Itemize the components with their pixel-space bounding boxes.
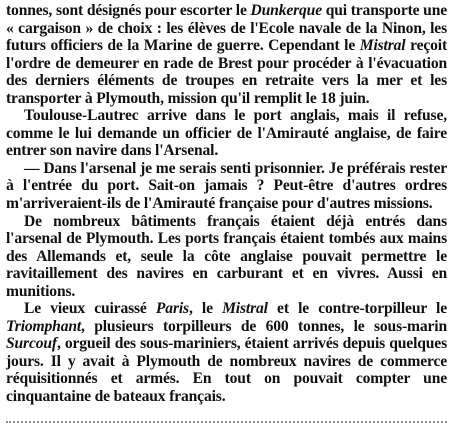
text-segment: De nombreux bâtiments français étaient déjà entrés dans l'arsenal de Plymouth. Les ports français étaient tombés aux mains des Allemands et, seule la côte anglaise pouvait permettre le ravitaillement des navires en carburant et en vivres. Aussi en munitions. [6, 212, 447, 300]
ship-name-surcouf: Surcouf [6, 335, 57, 353]
text-segment: qui transporte une « cargaison » de choix : les élèves de l'Ecole navale de la Ninon, les futurs officiers de la Marine de guerre. Cependant le [6, 2, 447, 55]
ship-name-dunkerque: Dunkerque [250, 2, 322, 19]
text-segment: et le contre-torpilleur le [267, 300, 447, 318]
text-segment: Toulouse-Lautrec arrive dans le port anglais, mais il refuse, comme le lui demande un officier de l'Amirauté anglaise, de faire entrer son navire dans l'Arsenal. [6, 107, 447, 160]
document-page [6, 2, 447, 406]
paragraph-1 [6, 2, 447, 107]
text-segment: , orgueil des sous-mariniers, étaient arrivés depuis quelques jours. Il y avait à Plymouth de nombreux navires de commerce réquisitionnés et armés. En tout on pouvait compter une cinquantaine de bateaux français. [6, 335, 447, 406]
ship-name-mistral: Mistral [359, 37, 406, 55]
text-segment: — Dans l'arsenal je me serais senti prisonnier. Je préférais rester à l'entrée du port. Sait-on jamais ? Peut-être d'autres ordres m'arriveraient-ils de l'Amirauté française pour d'autres missions. [6, 159, 447, 213]
text-segment: tonnes, sont désignés pour escorter le [6, 2, 251, 19]
paragraph-5 [6, 300, 447, 405]
paragraph-3 [6, 160, 447, 213]
text-segment: , plusieurs torpilleurs de 600 tonnes, le sous-marin [81, 317, 447, 335]
ship-name-triomphant: Triomphant [6, 317, 82, 335]
paragraph-2 [6, 107, 447, 160]
text-segment: reçoit l'ordre de demeurer en rade de Brest pour procéder à l'évacuation des derniers éléments de troupes en retraite vers la mer et les transporter à Plymouth, mission qu'il remplit le 18 juin. [6, 37, 448, 107]
paragraph-4 [6, 213, 447, 301]
ship-name-paris: Paris [155, 300, 189, 318]
page-cut-edge [6, 421, 447, 425]
text-segment: Le vieux cuirassé [24, 300, 156, 318]
ship-name-mistral: Mistral [222, 300, 268, 318]
text-segment: , le [188, 300, 223, 318]
next-line-fragment [6, 421, 447, 423]
